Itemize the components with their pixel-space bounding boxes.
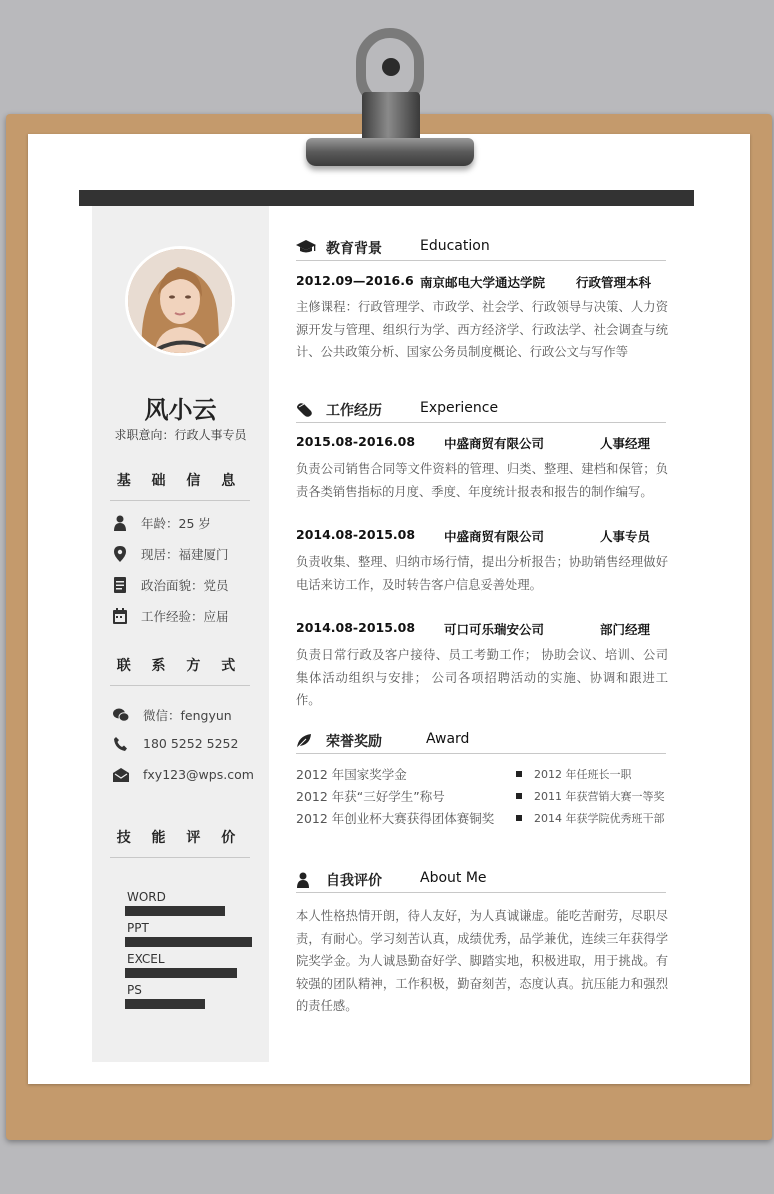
experience-title-en: Experience	[420, 400, 499, 416]
skill-label: EXCEL	[127, 952, 165, 966]
education-courses: 主修课程：行政管理学、市政学、社会学、行政领导与决策、人力资源开发与管理、组织行为学、西方经济学、行政法学、社会调查与统计、公共政策分析、国家公务员制度概论、行政公文与写作等	[296, 300, 668, 359]
education-major: 行政管理本科	[576, 275, 652, 290]
wechat-icon	[113, 708, 129, 722]
top-bar	[79, 190, 694, 206]
basic-info-title: 基 础 信 息	[110, 470, 250, 501]
experience-years-text: 工作经验：应届	[141, 609, 229, 624]
award-item	[516, 810, 665, 826]
about-title-en: About Me	[420, 870, 487, 886]
political-text: 政治面貌：党员	[141, 578, 229, 593]
phone-row	[113, 736, 238, 751]
mouse-icon	[296, 402, 314, 418]
job-role: 人事专员	[600, 529, 651, 544]
location-pin-icon	[113, 546, 127, 562]
job-description: 负责收集、整理、归纳市场行情，提出分析报告；协助销售经理做好电话来访工作，及时转告客户信息妥善处理。	[296, 555, 668, 592]
education-header	[296, 238, 666, 261]
skill-bar	[125, 968, 237, 978]
wechat-row	[113, 706, 232, 724]
phone-text: 180 5252 5252	[143, 736, 239, 751]
job-period: 2014.08-2015.08	[296, 620, 416, 635]
award-title-en: Award	[426, 731, 470, 747]
bullet-square	[516, 771, 522, 777]
user-icon	[296, 872, 310, 888]
award-text: 2011 年获营销大赛一等奖	[534, 790, 665, 803]
award-item: 2012 年获“三好学生”称号	[296, 789, 445, 804]
experience-years-row	[113, 607, 229, 625]
experience-header	[296, 400, 666, 423]
about-title-cn: 自我评价	[326, 873, 382, 889]
skill-bar	[125, 937, 252, 947]
clip-base	[306, 138, 474, 166]
about-text: 本人性格热情开朗，待人友好，为人真诚谦虚。能吃苦耐劳，尽职尽责，有耐心。学习刻苦认真，成绩优秀，品学兼优，连续三年获得学院奖学金。为人诚恳勤奋好学、脚踏实地，积极进取，用于挑战。有较强的团队精神，工作积极，勤奋刻苦，态度认真。抗压能力和强烈的责任感。	[296, 909, 668, 1013]
bullet-square	[516, 815, 522, 821]
education-title-cn: 教育背景	[326, 241, 382, 257]
experience-title-cn: 工作经历	[326, 403, 382, 419]
job-role: 人事经理	[600, 436, 651, 451]
calendar-icon	[113, 608, 127, 624]
skills-title: 技 能 评 价	[110, 827, 250, 858]
about-header	[296, 870, 666, 893]
award-item: 2012 年国家奖学金	[296, 767, 407, 782]
clip-hole	[382, 58, 400, 76]
leaf-icon	[296, 733, 312, 749]
skill-label: WORD	[127, 890, 166, 904]
political-row	[113, 576, 229, 594]
document-icon	[113, 577, 127, 593]
job-period: 2015.08-2016.08	[296, 434, 416, 449]
award-text: 2012 年任班长一职	[534, 768, 632, 781]
job-period: 2014.08-2015.08	[296, 527, 416, 542]
age-row	[113, 514, 211, 532]
award-item: 2012 年创业杯大赛获得团体赛铜奖	[296, 811, 495, 826]
job-description: 负责公司销售合同等文件资料的管理、归类、整理、建档和保管；负责各类销售指标的月度、季度、年度统计报表和报告的制作编写。	[296, 462, 668, 499]
award-header	[296, 731, 666, 754]
job-intent: 求职意向：行政人事专员	[114, 428, 247, 442]
job-company: 中盛商贸有限公司	[444, 529, 545, 544]
age-text: 年龄：25 岁	[141, 516, 211, 531]
graduation-cap-icon	[296, 240, 316, 254]
residence-text: 现居：福建厦门	[141, 547, 229, 562]
email-text: fxy123@wps.com	[143, 767, 254, 782]
job-company: 中盛商贸有限公司	[444, 436, 545, 451]
contact-title: 联 系 方 式	[110, 655, 250, 686]
skill-bar	[125, 999, 205, 1009]
education-title-en: Education	[420, 238, 490, 254]
job-description: 负责日常行政及客户接待、员工考勤工作； 协助会议、培训、公司集体活动组织与安排； 公司各项招聘活动的实施、协调和跟进工作。	[296, 648, 668, 707]
award-title-cn: 荣誉奖励	[326, 734, 382, 750]
education-school: 南京邮电大学通达学院	[420, 275, 546, 290]
clip-body	[362, 92, 420, 144]
job-company: 可口可乐瑞安公司	[444, 622, 545, 637]
wechat-text: 微信：fengyun	[143, 708, 232, 723]
award-item	[516, 788, 665, 804]
mail-icon	[113, 768, 129, 782]
education-period: 2012.09—2016.6	[296, 273, 414, 288]
candidate-name: 风小云	[144, 396, 217, 424]
award-item	[516, 766, 632, 782]
skill-label: PS	[127, 983, 142, 997]
skill-label: PPT	[127, 921, 149, 935]
skill-bar	[125, 906, 225, 916]
bullet-square	[516, 793, 522, 799]
avatar	[125, 246, 235, 356]
award-text: 2014 年获学院优秀班干部	[534, 812, 665, 825]
avatar-portrait	[128, 249, 232, 353]
person-icon	[113, 515, 127, 531]
job-role: 部门经理	[600, 622, 651, 637]
email-row	[113, 767, 254, 782]
phone-icon	[113, 737, 129, 751]
residence-row	[113, 545, 229, 563]
